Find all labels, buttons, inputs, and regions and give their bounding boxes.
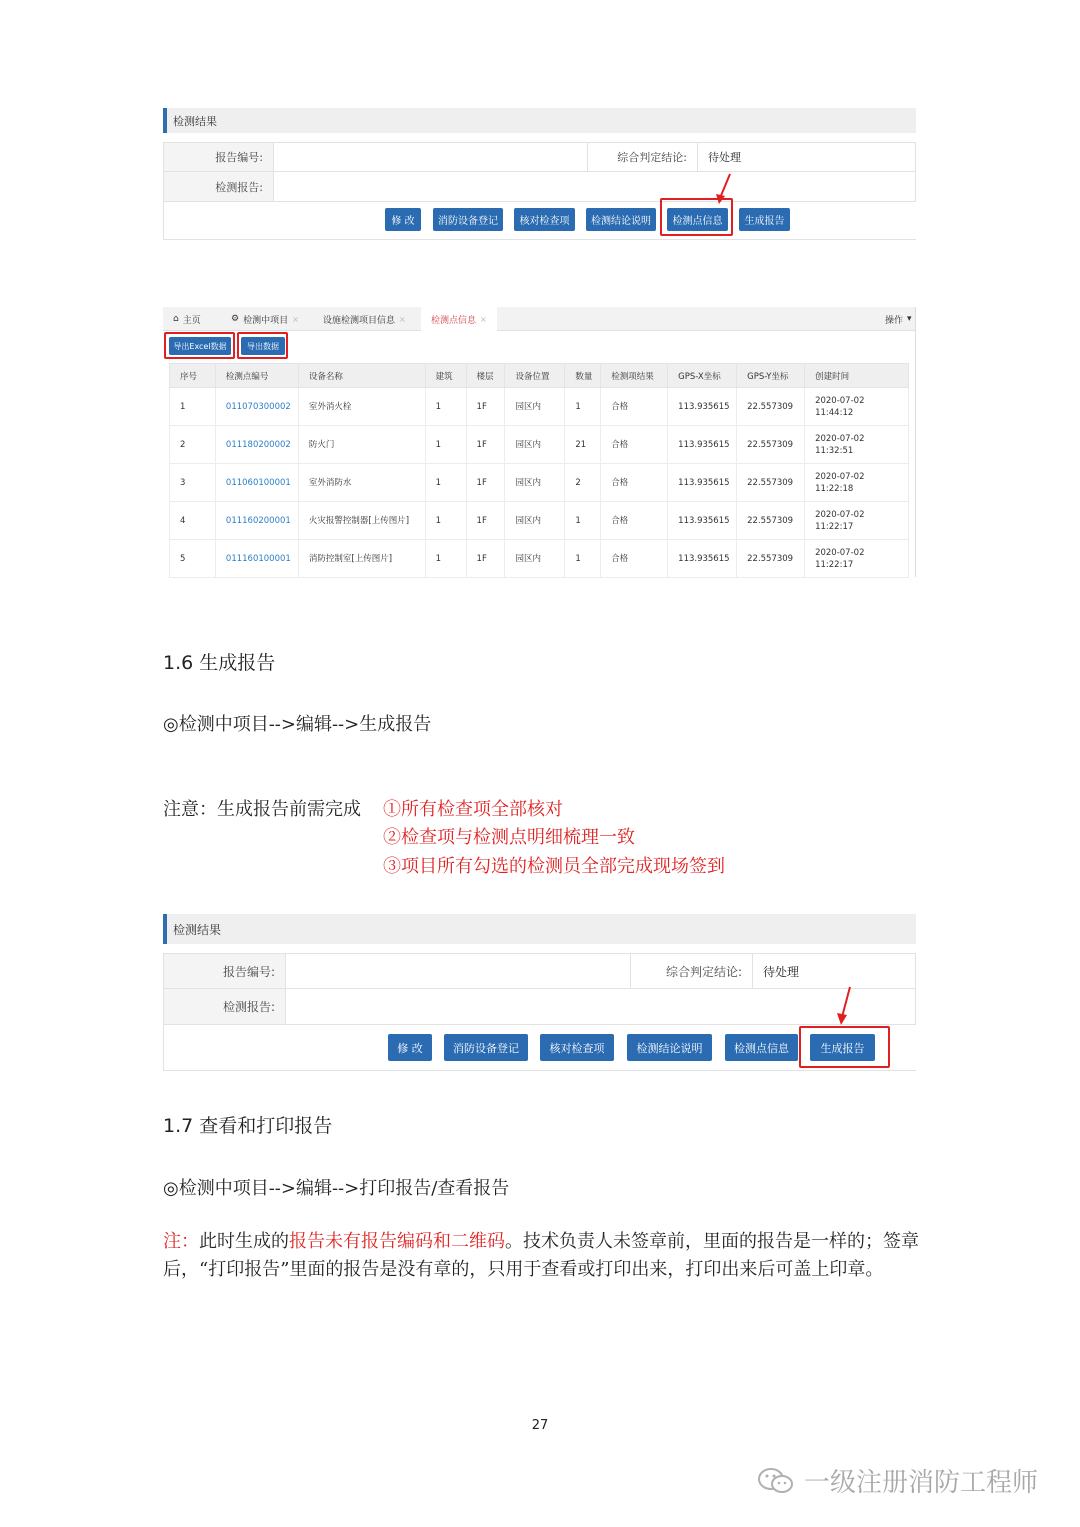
table-row[interactable] [170,540,909,578]
cell-qty: 2 [565,464,601,502]
close-icon[interactable]: × [292,314,299,324]
cell-building: 1 [425,502,466,540]
requirement-item: ③项目所有勾选的检测员全部完成现场签到 [383,856,725,877]
cell-location: 园区内 [505,426,565,464]
cell-index: 5 [170,540,216,578]
conclusion-note-button[interactable]: 检测结论说明 [586,208,656,231]
cell-result: 合格 [601,464,668,502]
cell-index: 3 [170,464,216,502]
tab-facility-project[interactable] [323,307,406,331]
tab-home-label: 主页 [182,315,201,326]
point-code-link[interactable]: 011070300002 [215,388,298,426]
cell-qty: 1 [565,388,601,426]
caret-down-icon: ▾ [907,314,912,324]
report-no-field[interactable] [274,143,588,171]
inspection-point-window [163,307,916,577]
tab-home[interactable] [173,307,201,331]
cell-floor: 1F [466,388,505,426]
requirement-item: ②检查项与检测点明细梳理一致 [383,827,635,848]
tab-in-progress[interactable] [231,307,299,331]
conclusion-label: 综合判定结论: [631,954,753,988]
cell-floor: 1F [466,426,505,464]
cell-floor: 1F [466,502,505,540]
conclusion-label: 综合判定结论: [588,143,698,171]
cell-gps-y: 22.557309 [737,502,805,540]
created-date: 2020-07-02 [815,471,865,482]
note-prefix: 注意：生成报告前需完成 [163,799,361,820]
report-field[interactable] [286,989,916,1024]
cell-building: 1 [425,426,466,464]
gear-icon: ⚙ [231,314,240,324]
section-1-7-note [163,1228,919,1284]
cell-result: 合格 [601,540,668,578]
cell-location: 园区内 [505,388,565,426]
cell-gps-y: 22.557309 [737,388,805,426]
note-text: 此时生成的 [199,1231,289,1252]
cell-created [805,540,909,578]
tab-inspection-points[interactable] [421,307,497,331]
created-time: 11:32:51 [815,445,854,456]
cell-gps-x: 113.935615 [668,540,737,578]
cell-floor: 1F [466,540,505,578]
column-header[interactable]: 楼层 [466,364,505,388]
close-icon[interactable]: × [399,314,406,324]
column-header[interactable]: 数量 [565,364,601,388]
cell-building: 1 [425,540,466,578]
cell-result: 合格 [601,502,668,540]
cell-gps-y: 22.557309 [737,540,805,578]
cell-building: 1 [425,464,466,502]
note-highlight: 报告未有报告编码和二维码 [289,1231,505,1252]
created-date: 2020-07-02 [815,395,865,406]
report-field[interactable] [274,172,916,201]
report-no-label: 报告编号: [164,143,274,171]
created-time: 11:22:17 [815,521,854,532]
cell-gps-y: 22.557309 [737,464,805,502]
watermark-text: 一级注册消防工程师 [804,1468,1039,1498]
generate-report-button[interactable]: 生成报告 [810,1034,875,1061]
cell-gps-y: 22.557309 [737,426,805,464]
cell-qty: 1 [565,502,601,540]
cell-location: 园区内 [505,464,565,502]
cell-gps-x: 113.935615 [668,502,737,540]
column-header[interactable]: 检测项结果 [601,364,668,388]
column-header[interactable]: 检测点编号 [215,364,298,388]
fire-equipment-register-button[interactable]: 消防设备登记 [433,208,503,231]
watermark [756,1462,1038,1499]
table-row[interactable] [170,426,909,464]
column-header[interactable]: 设备名称 [298,364,425,388]
cell-device: 室外消防水 [298,464,425,502]
close-icon[interactable]: × [480,314,487,324]
column-header[interactable]: GPS-X坐标 [668,364,737,388]
cell-created [805,464,909,502]
report-label: 检测报告: [164,172,274,201]
cell-building: 1 [425,388,466,426]
arrow-icon [832,985,854,1027]
column-header[interactable]: GPS-Y坐标 [737,364,805,388]
ops-label: 操作 [885,315,904,326]
column-header[interactable]: 创建时间 [805,364,909,388]
section-heading-1-6: 1.6 生成报告 [163,652,276,674]
edit-button[interactable]: 修 改 [385,208,421,231]
cell-index: 2 [170,426,216,464]
table-header-row [170,364,909,388]
check-items-button[interactable]: 核对检查项 [540,1034,614,1061]
cell-gps-x: 113.935615 [668,426,737,464]
created-date: 2020-07-02 [815,547,865,558]
cell-device: 火灾报警控制器[上传图片] [298,502,425,540]
arrow-icon [706,172,734,206]
cell-location: 园区内 [505,502,565,540]
cell-gps-x: 113.935615 [668,388,737,426]
cell-device: 防火门 [298,426,425,464]
ops-dropdown[interactable] [885,307,912,331]
highlight-box [237,332,288,359]
cell-index: 1 [170,388,216,426]
highlight-box [164,332,235,359]
section-1-6-path: ◎检测中项目-->编辑-->生成报告 [163,714,432,735]
requirement-item: ①所有检查项全部核对 [383,799,563,820]
cell-floor: 1F [466,464,505,502]
check-items-button[interactable]: 核对检查项 [514,208,575,231]
created-date: 2020-07-02 [815,509,865,520]
inspection-point-table [169,363,909,578]
cell-location: 园区内 [505,540,565,578]
created-time: 11:44:12 [815,407,854,418]
highlight-box [799,1026,890,1068]
fire-equipment-register-button[interactable]: 消防设备登记 [444,1034,528,1061]
cell-result: 合格 [601,426,668,464]
cell-qty: 1 [565,540,601,578]
export-excel-button[interactable]: 导出Excel数据 [169,337,231,355]
cell-device: 消防控制室[上传图片] [298,540,425,578]
tab-bar [163,307,915,331]
page-number: 27 [531,1418,549,1433]
wechat-icon [756,1466,796,1496]
created-time: 11:22:18 [815,483,854,494]
tab-label: 设施检测项目信息 [323,315,396,326]
table-row[interactable] [170,502,909,540]
conclusion-note-button[interactable]: 检测结论说明 [627,1034,712,1061]
point-code-link[interactable]: 011060100001 [215,464,298,502]
table-row[interactable] [170,388,909,426]
note-label: 注： [163,1231,199,1252]
report-label: 检测报告: [164,989,286,1024]
section-heading-1-7: 1.7 查看和打印报告 [163,1115,333,1137]
created-time: 11:22:17 [815,559,854,570]
table-row[interactable] [170,464,909,502]
generate-report-button[interactable]: 生成报告 [739,208,790,231]
column-header[interactable]: 建筑 [425,364,466,388]
cell-created [805,426,909,464]
report-no-label: 报告编号: [164,954,286,988]
point-code-link[interactable]: 011160100001 [215,540,298,578]
tab-label: 检测点信息 [431,315,477,326]
column-header[interactable]: 设备位置 [505,364,565,388]
point-code-link[interactable]: 011160200001 [215,502,298,540]
cell-qty: 21 [565,426,601,464]
panel-title: 检测结果 [163,108,916,133]
edit-button[interactable]: 修 改 [388,1034,432,1061]
export-data-button[interactable]: 导出数据 [241,337,285,355]
created-date: 2020-07-02 [815,433,865,444]
conclusion-value: 待处理 [698,143,916,171]
cell-created [805,502,909,540]
cell-device: 室外消火栓 [298,388,425,426]
conclusion-value: 待处理 [753,954,916,988]
tab-label: 检测中项目 [243,315,289,326]
home-icon: ⌂ [173,314,179,324]
detection-result-panel-1 [163,108,916,240]
report-no-field[interactable] [286,954,631,988]
column-header[interactable]: 序号 [170,364,216,388]
cell-created [805,388,909,426]
note-text: 。技术负责人未签章前，里面的报告是一样的；签章后，“打印报告”里面的报告是没有章的，只用于查看或打印出来，打印出来后可盖上印章。 [163,1231,919,1280]
cell-result: 合格 [601,388,668,426]
inspection-point-info-button[interactable]: 检测点信息 [667,208,728,231]
cell-index: 4 [170,502,216,540]
point-code-link[interactable]: 011180200002 [215,426,298,464]
section-1-7-path: ◎检测中项目-->编辑-->打印报告/查看报告 [163,1178,510,1199]
cell-gps-x: 113.935615 [668,464,737,502]
inspection-point-info-button[interactable]: 检测点信息 [725,1034,798,1061]
panel-title: 检测结果 [163,914,916,944]
